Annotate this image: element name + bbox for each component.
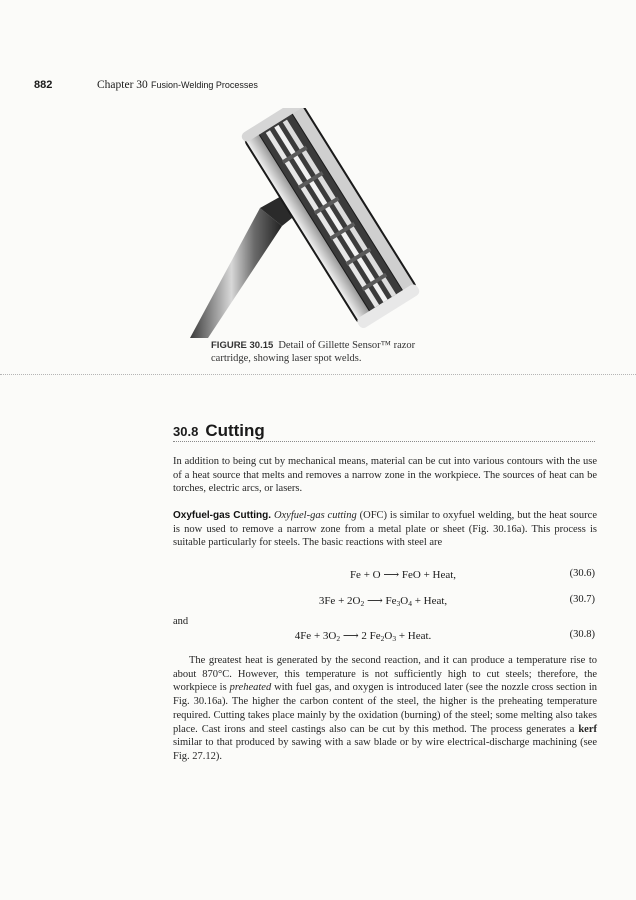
- paragraph-oxyfuel: [173, 509, 597, 550]
- figure-divider: [0, 374, 636, 375]
- equation-number: (30.6): [569, 568, 595, 579]
- equation-formula: Fe + O ⟶ FeO + Heat,: [349, 569, 457, 581]
- runin-heading: Oxyfuel-gas Cutting.: [173, 510, 272, 521]
- paragraph-heat: The greatest heat is generated by the second reaction, and it can produce a temperature rise to about 870°C. However, this temperature is not sufficiently high to cut steels; therefore, the workpiece is preheated with fuel gas, and oxygen is introduced later (see the nozzle cross section in Fig. 30.16a). The higher the carbon content of the steel, the higher is the preheating temperature required. Cutting takes place mainly by the oxidation (burning) of the steel; some melting also takes place. Cast irons and steel castings also can be cut by this method. The process generates a kerf similar to that produced by sawing with a saw blade or by wire electrical-discharge machining (see Fig. 27.12).: [173, 655, 598, 762]
- equation-30-7: [173, 594, 597, 608]
- figure-caption-text: Detail of Gillette Sensor™ razor cartridge, showing laser spot welds.: [211, 340, 416, 364]
- chapter-title: Fusion-Welding Processes: [151, 80, 258, 90]
- equation-formula: $4Fe + 3O_2$ ⟶ 2 $Fe_2O_3$ + Heat.: [294, 630, 432, 643]
- figure-label: FIGURE 30.15: [211, 340, 274, 351]
- term-kerf: kerf: [578, 723, 597, 735]
- section-title: Cutting: [205, 421, 265, 440]
- razor-cartridge-photo: [190, 108, 440, 338]
- and-connector: and: [173, 616, 189, 627]
- chapter-label: Chapter 30: [97, 79, 148, 91]
- figure-caption: [211, 339, 426, 365]
- term-preheated: preheated: [229, 682, 272, 694]
- section-rule: [173, 441, 595, 442]
- equation-number: (30.7): [569, 594, 595, 605]
- term-oxyfuel-gas-cutting: Oxyfuel-gas cutting: [273, 510, 357, 521]
- equation-number: (30.8): [569, 629, 595, 640]
- page-number: 882: [34, 79, 53, 91]
- section-heading: [173, 421, 265, 441]
- paragraph-intro: In addition to being cut by mechanical means, material can be cut into various contours with the use of a heat source that melts and removes a narrow zone in the workpiece. The sources of heat can be torches, electric arcs, or lasers.: [173, 456, 597, 495]
- paragraph-oxyfuel-body: (OFC) is similar to oxyfuel welding, but the heat source is now used to remove a narrow zone from a metal plate or sheet (Fig. 30.16a). This process is suitable particularly for steels. The basic reactions with steel are: [173, 510, 597, 549]
- equation-30-8: [173, 629, 597, 643]
- equation-formula: $3Fe + 2O_2$ ⟶ $Fe_3O_4$ + Heat,: [318, 595, 448, 608]
- section-number: 30.8: [173, 424, 199, 439]
- equation-30-6: [173, 568, 597, 582]
